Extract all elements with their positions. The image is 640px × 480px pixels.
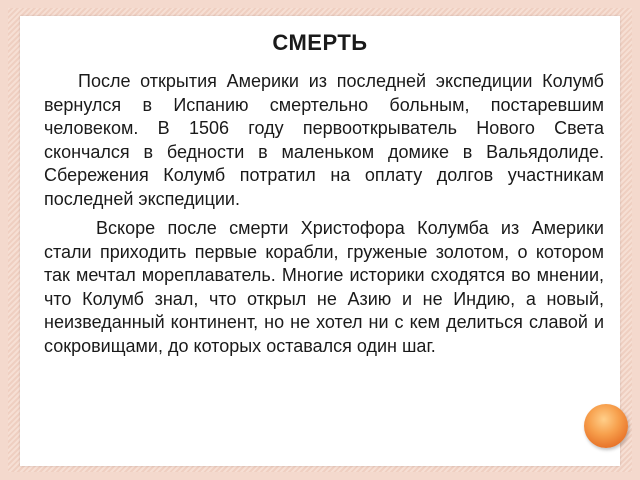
slide-body bbox=[44, 70, 604, 364]
orange-orb-icon bbox=[584, 404, 628, 448]
slide bbox=[20, 16, 620, 466]
slide-title: СМЕРТЬ bbox=[272, 30, 368, 55]
paragraph-2: Вскоре после смерти Христофора Колумба из Америки стали приходить первые корабли, груженые золотом, о котором так мечтал мореплаватель. Многие историки сходятся во мнении, что Колумб знал, что открыл не Азию и не Индию, а новый, неизведанный континент, но не хотел ни с кем делиться славой и сокровищами, до которых оставался один шаг. bbox=[44, 218, 604, 356]
paragraph-1: После открытия Америки из последней экспедиции Колумб вернулся в Испанию смертельно больным, постаревшим человеком. В 1506 году первооткрыватель Нового Света скончался в бедности в маленьком домике в Вальядолиде. Сбережения Колумб потратил на оплату долгов участникам последней экспедиции. bbox=[44, 71, 604, 209]
